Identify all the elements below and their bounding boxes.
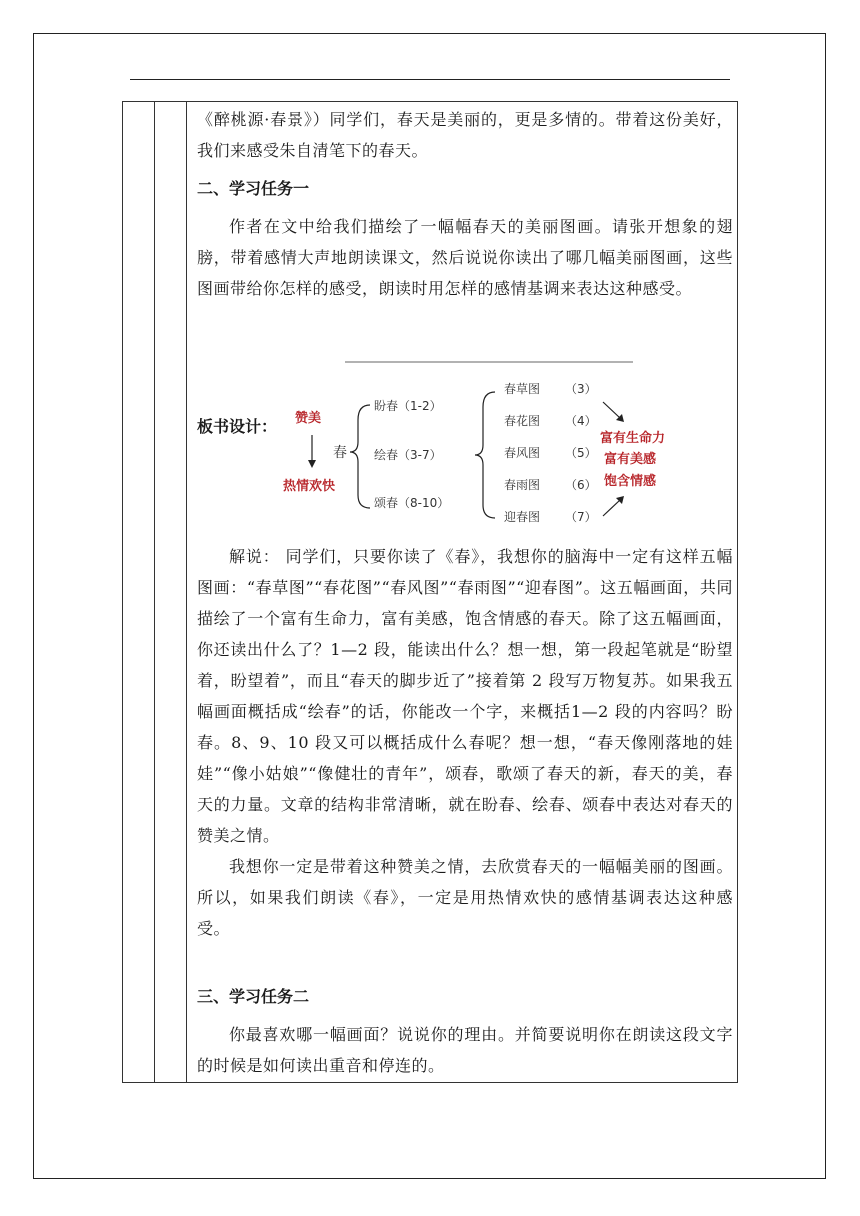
picture-name: 春草图 xyxy=(504,382,541,396)
feeling-label: 饱含情感 xyxy=(604,474,657,489)
part-label: 绘春（3-7） xyxy=(374,448,442,462)
picture-para: （6） xyxy=(565,478,597,492)
intro-paragraph: 《醉桃源·春景》）同学们，春天是美丽的，更是多情的。带着这份美好，我们来感受朱自清笔下的春天。 xyxy=(197,110,733,160)
tone-label: 热情欢快 xyxy=(283,479,336,494)
spring-center-label: 春 xyxy=(333,445,347,461)
picture-name: 春风图 xyxy=(504,446,541,460)
board-design-diagram xyxy=(270,350,690,530)
picture-para: （4） xyxy=(565,414,597,428)
feeling-label: 富有美感 xyxy=(604,452,657,467)
praise-label: 赞美 xyxy=(295,411,322,426)
explanation-paragraph: 解说： 同学们，只要你读了《春》，我想你的脑海中一定有这样五幅图画：“春草图”“春花图”“春风图”“春雨图”“迎春图”。这五幅画面，共同描绘了一个富有生命力，富有美感，饱含情感的春天。除了这五幅画面，你还读出什么了？1—2 段，能读出什么？想一想，第一段起笔就是“盼望着，盼望着”，而且“春天的脚步近了”接着第 2 段写万物复苏。如果我五幅画面概括成“绘春”的话，你能改一个字，来概括1—2 段的内容吗？盼春。8、9、10 段又可以概括成什么春呢？想一想，“春天像刚落地的娃娃”“像小姑娘”“像健壮的青年”，颂春，歌颂了春天的新，春天的美，春天的力量。文章的结构非常清晰，就在盼春、绘春、颂春中表达对春天的赞美之情。 xyxy=(197,547,733,845)
picture-name: 春花图 xyxy=(504,414,541,428)
picture-name: 迎春图 xyxy=(504,510,541,524)
board-design-label: 板书设计： xyxy=(197,417,278,436)
picture-para: （7） xyxy=(565,510,597,524)
conclusion-paragraph: 我想你一定是带着这种赞美之情，去欣赏春天的一幅幅美丽的图画。所以，如果我们朗读《春》，一定是用热情欢快的感情基调表达这种感受。 xyxy=(197,857,733,938)
picture-para: （5） xyxy=(565,446,597,460)
part-label: 颂春（8-10） xyxy=(374,496,450,510)
picture-name: 春雨图 xyxy=(504,478,541,492)
picture-para: （3） xyxy=(565,382,597,396)
part-label: 盼春（1-2） xyxy=(374,399,442,413)
task2-paragraph: 你最喜欢哪一幅画面？说说你的理由。并简要说明你在朗读这段文字的时候是如何读出重音和停连的。 xyxy=(197,1025,733,1075)
down-arrow-head-icon xyxy=(308,460,316,468)
task2-heading: 三、学习任务二 xyxy=(197,987,310,1006)
feeling-label: 富有生命力 xyxy=(600,431,666,446)
arrow-down-right-icon xyxy=(603,402,620,418)
table-column-divider xyxy=(186,101,187,1083)
task1-heading: 二、学习任务一 xyxy=(197,179,310,198)
picture-brace xyxy=(475,392,495,518)
header-rule xyxy=(130,79,730,80)
main-brace xyxy=(350,405,370,508)
table-column-divider xyxy=(154,101,155,1083)
arrow-up-right-icon xyxy=(603,500,620,516)
task1-paragraph: 作者在文中给我们描绘了一幅幅春天的美丽图画。请张开想象的翅膀，带着感情大声地朗读课文，然后说说你读出了哪几幅美丽图画，这些图画带给你怎样的感受，朗读时用怎样的感情基调来表达这种感受。 xyxy=(197,217,733,298)
